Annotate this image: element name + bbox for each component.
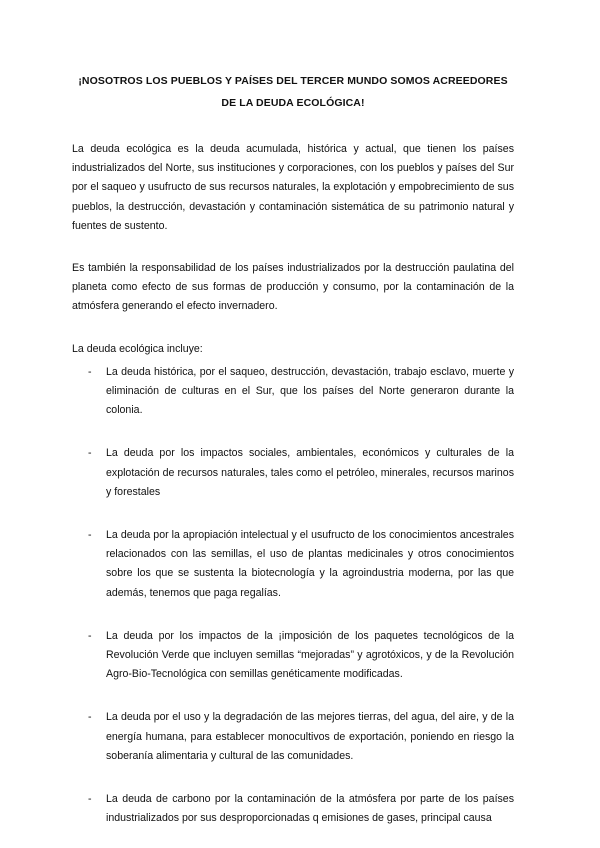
debt-list xyxy=(72,363,514,829)
document-title xyxy=(72,70,514,114)
dash-bullet: - xyxy=(88,365,92,378)
list-item-text: La deuda por los impactos de la ¡imposición de los paquetes tecnológicos de la Revolución Verde que incluyen semillas “mejoradas” y agrotóxicos, y de la Revolución Agro-Bio-Tecnológica con semillas genéticamente modificadas. xyxy=(106,629,514,681)
list-item-text: La deuda por la apropiación intelectual y el usufructo de los conocimientos ancestrales relacionados con las semillas, el uso de plantas medicinales y otros conocimientos sobre los que se sustenta la biotecnología y la agroindustria moderna, por las que además, tenemos que paga regalías. xyxy=(106,529,514,599)
dash-bullet: - xyxy=(88,793,92,806)
list-item-text: La deuda histórica, por el saqueo, destrucción, devastación, trabajo esclavo, muerte y eliminación de culturas en el Sur, que los países del Norte generaron durante la colonia. xyxy=(106,365,514,417)
dash-bullet: - xyxy=(88,711,92,724)
list-item-text: La deuda por los impactos sociales, ambientales, económicos y culturales de la explotación de recursos naturales, tales como el petróleo, minerales, recursos marinos y forestales xyxy=(106,447,514,498)
paragraph-responsibility: Es también la responsabilidad de los países industrializados por la destrucción paulatina del planeta como efecto de sus formas de producción y consumo, por la contaminación de la atmósfera generando el efecto invernadero. xyxy=(72,262,514,313)
list-item xyxy=(72,444,514,502)
paragraph-definition: La deuda ecológica es la deuda acumulada, histórica y actual, que tienen los países industrializados del Norte, sus instituciones y corporaciones, con los pueblos y países del Sur por el saqueo y usufructo de sus recursos naturales, la explotación y empobrecimiento de sus pueblos, la destrucción, devastación y contaminación sistemática de su patrimonio natural y fuentes de sustento. xyxy=(72,143,514,232)
list-item xyxy=(72,363,514,421)
list-item xyxy=(72,708,514,766)
dash-bullet: - xyxy=(88,529,92,542)
list-item xyxy=(72,627,514,685)
list-item-text: La deuda por el uso y la degradación de las mejores tierras, del agua, del aire, y de la energía humana, para establecer monocultivos de exportación, poniendo en riesgo la soberanía alimentaria y cultural de las comunidades. xyxy=(106,711,514,762)
list-item-text: La deuda de carbono por la contaminación de la atmósfera por parte de los países industrializados por sus desproporcionadas q emisiones de gases, principal causa xyxy=(106,793,514,825)
title-line-2: DE LA DEUDA ECOLÓGICA! xyxy=(221,97,365,109)
dash-bullet: - xyxy=(88,447,92,460)
dash-bullet: - xyxy=(88,629,92,642)
list-item xyxy=(72,790,514,828)
title-line-1: ¡NOSOTROS LOS PUEBLOS Y PAÍSES DEL TERCER MUNDO SOMOS ACREEDORES xyxy=(78,75,508,87)
list-intro: La deuda ecológica incluye: xyxy=(72,342,203,355)
list-item xyxy=(72,526,514,603)
